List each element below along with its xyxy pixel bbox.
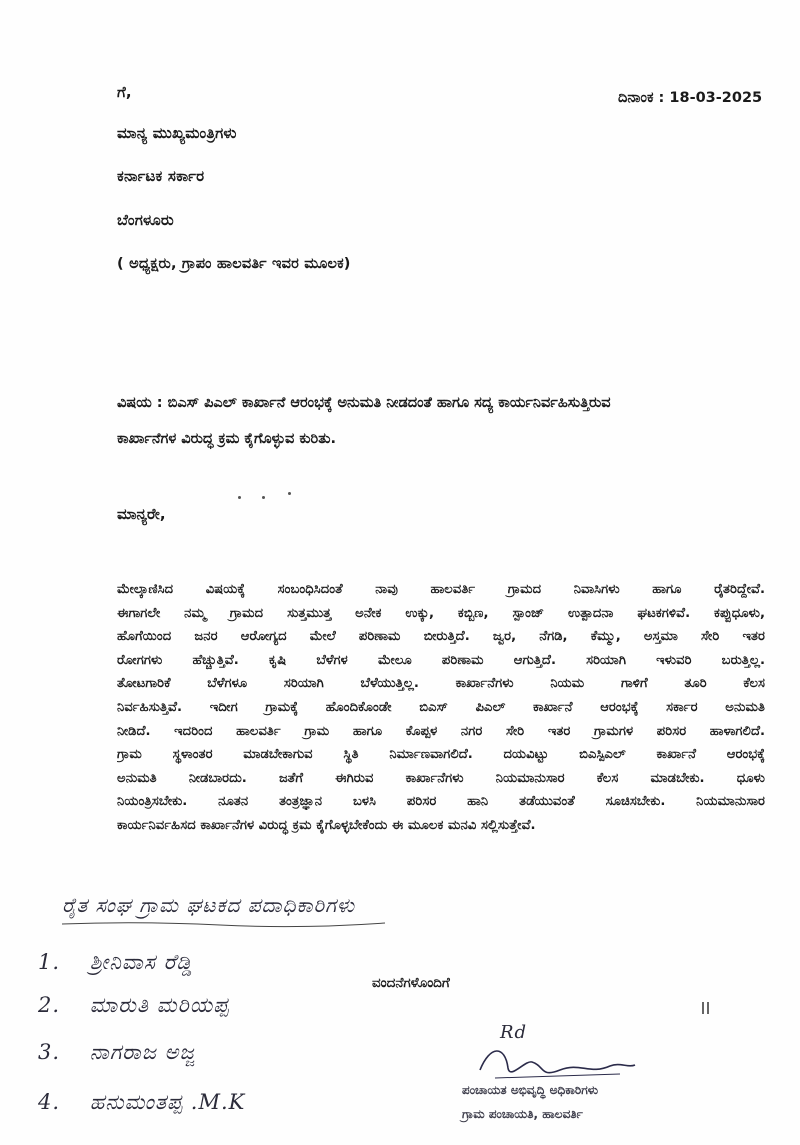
signatory-number: 1.: [38, 950, 61, 974]
salutation: ಮಾನ್ಯರೇ,: [117, 505, 166, 523]
recipient-line-4: ( ಅಧ್ಯಕ್ಷರು, ಗ್ರಾಪಂ ಹಾಲವರ್ತಿ ಇವರ ಮೂಲಕ): [117, 256, 351, 272]
scan-speck: [288, 492, 291, 495]
body-line: ಹೊಗೆಯಿಂದ ಜನರ ಆರೋಗ್ಯದ ಮೇಲೆ ಪರಿಣಾಮ ಬೀರುತ್ತಿದೆ. ಜ್ವರ, ನೆಗಡಿ, ಕೆಮ್ಮು, ಅಸ್ತಮಾ ಸೇರಿ ಇತರ: [117, 629, 765, 645]
signatory-2: [38, 993, 229, 1018]
signatory-name: ಮಾರುತಿ ಮರಿಯಪ್ಪ: [89, 993, 230, 1017]
scan-speck: [238, 496, 241, 499]
signatory-3: [38, 1040, 196, 1065]
body-line: ತೋಟಗಾರಿಕೆ ಬೆಳೆಗಳೂ ಸರಿಯಾಗಿ ಬೆಳೆಯುತ್ತಿಲ್ಲ. ಕಾರ್ಖಾನೆಗಳು ನಿಯಮ ಗಾಳಿಗೆ ತೂರಿ ಕೆಲಸ: [117, 676, 765, 692]
scan-mark: [700, 1000, 712, 1016]
date-line: ದಿನಾಂಕ : 18-03-2025: [618, 90, 763, 106]
recipient-line-1: ಮಾನ್ಯ ಮುಖ್ಯಮಂತ್ರಿಗಳು: [117, 124, 237, 142]
body-line: ರೋಗಗಳು ಹೆಚ್ಚುತ್ತಿವೆ. ಕೃಷಿ ಬೆಳೆಗಳ ಮೇಲೂ ಪರಿಣಾಮ ಆಗುತ್ತಿದೆ. ಸರಿಯಾಗಿ ಇಳುವರಿ ಬರುತ್ತಿಲ್ಲ.: [117, 652, 765, 668]
signatory-number: 2.: [38, 993, 61, 1017]
body-line: ಅನುಮತಿ ನೀಡಬಾರದು. ಜತೆಗೆ ಈಗಿರುವ ಕಾರ್ಖಾನೆಗಳು ನಿಯಮಾನುಸಾರ ಕೆಲಸ ಮಾಡಬೇಕು. ಧೂಳು: [117, 770, 765, 786]
body-line: ನಿಯಂತ್ರಿಸಬೇಕು. ನೂತನ ತಂತ್ರಜ್ಞಾನ ಬಳಸಿ ಪರಿಸರ ಹಾನಿ ತಡೆಯುವಂತೆ ಸೂಚಿಸಬೇಕು. ನಿಯಮಾನುಸಾರ: [117, 794, 765, 810]
handwritten-underline: [60, 920, 390, 928]
seal-initials: Rd: [500, 1022, 528, 1043]
signatory-4: [38, 1090, 245, 1115]
body-line: ನಿರ್ವಹಿಸುತ್ತಿವೆ. ಇದೀಗ ಗ್ರಾಮಕ್ಕೆ ಹೊಂದಿಕೊಂಡೇ ಬಿಎಸ್ ಪಿಎಲ್ ಕಾರ್ಖಾನೆ ಆರಂಭಕ್ಕೆ ಸರ್ಕಾರ ಅನುಮತಿ: [117, 699, 765, 715]
body-line: ಗ್ರಾಮ ಸ್ಥಳಾಂತರ ಮಾಡಬೇಕಾಗುವ ಸ್ಥಿತಿ ನಿರ್ಮಾಣವಾಗಲಿದೆ. ದಯವಿಟ್ಟು ಬಿಎಸ್ಪಿಎಲ್ ಕಾರ್ಖಾನೆ ಆರಂಭಕ್ಕೆ: [117, 747, 765, 763]
body-line: ಈಗಾಗಲೇ ನಮ್ಮ ಗ್ರಾಮದ ಸುತ್ತಮುತ್ತ ಅನೇಕ ಉಕ್ಕು, ಕಬ್ಬಿಣ, ಸ್ಪಾಂಜ್ ಉತ್ಪಾದನಾ ಘಟಕಗಳಿವೆ. ಕಪ್ಪುಧೂಳು,: [117, 605, 765, 621]
body-line: ನೀಡಿದೆ. ಇದರಿಂದ ಹಾಲವರ್ತಿ ಗ್ರಾಮ ಹಾಗೂ ಕೊಪ್ಪಳ ನಗರ ಸೇರಿ ಇತರ ಗ್ರಾಮಗಳ ಪರಿಸರ ಹಾಳಾಗಲಿದೆ.: [117, 723, 765, 739]
signatory-name: ಹನುಮಂತಪ್ಪ .M.K: [89, 1090, 246, 1114]
subject-line-2: ಕಾರ್ಖಾನೆಗಳ ವಿರುದ್ಧ ಕ್ರಮ ಕೈಗೊಳ್ಳುವ ಕುರಿತು.: [117, 431, 336, 447]
scan-speck: [262, 496, 265, 499]
seal-line-1: ಪಂಚಾಯತ ಅಭಿವೃದ್ಧಿ ಅಧಿಕಾರಿಗಳು: [462, 1083, 599, 1097]
signatory-name: ನಾಗರಾಜ ಅಜ್ಜ: [89, 1040, 196, 1064]
subject: [117, 385, 777, 457]
subject-line-1: ವಿಷಯ : ಬಿಎಸ್ ಪಿಎಲ್ ಕಾರ್ಖಾನೆ ಆರಂಭಕ್ಕೆ ಅನುಮತಿ ನೀಡದಂತೆ ಹಾಗೂ ಸದ್ಯ ಕಾರ್ಯನಿರ್ವಹಿಸುತ್ತಿರುವ: [117, 395, 611, 411]
body-line: ಕಾರ್ಯನಿರ್ವಹಿಸದ ಕಾರ್ಖಾನೆಗಳ ವಿರುದ್ಧ ಕ್ರಮ ಕೈಗೊಳ್ಳಬೇಕೆಂದು ಈ ಮೂಲಕ ಮನವಿ ಸಲ್ಲಿಸುತ್ತೇವೆ.: [117, 817, 536, 833]
body-line: ಮೇಲ್ಕಾಣಿಸಿದ ವಿಷಯಕ್ಕೆ ಸಂಬಂಧಿಸಿದಂತೆ ನಾವು ಹಾಲವರ್ತಿ ಗ್ರಾಮದ ನಿವಾಸಿಗಳು ಹಾಗೂ ರೈತರಿದ್ದೇವೆ.: [117, 582, 765, 597]
signatory-number: 4.: [38, 1090, 61, 1114]
letter-body: [117, 578, 765, 838]
seal-line-2: ಗ್ರಾಮ ಪಂಚಾಯತಿ, ಹಾಲವರ್ತಿ: [462, 1107, 583, 1121]
signatory-name: ಶ್ರೀನಿವಾಸ ರೆಡ್ಡಿ: [89, 950, 194, 974]
signatory-1: [38, 950, 193, 975]
closing: ವಂದನೆಗಳೊಂದಿಗೆ: [372, 975, 450, 991]
recipient-line-2: ಕರ್ನಾಟಕ ಸರ್ಕಾರ: [117, 167, 205, 185]
handwritten-heading: ರೈತ ಸಂಘ ಗ್ರಾಮ ಘಟಕದ ಪದಾಧಿಕಾರಿಗಳು: [62, 893, 356, 917]
recipient-line-3: ಬೆಂಗಳೂರು: [117, 211, 174, 229]
signatory-number: 3.: [38, 1040, 61, 1064]
recipient-to: ಗೆ,: [117, 83, 132, 101]
